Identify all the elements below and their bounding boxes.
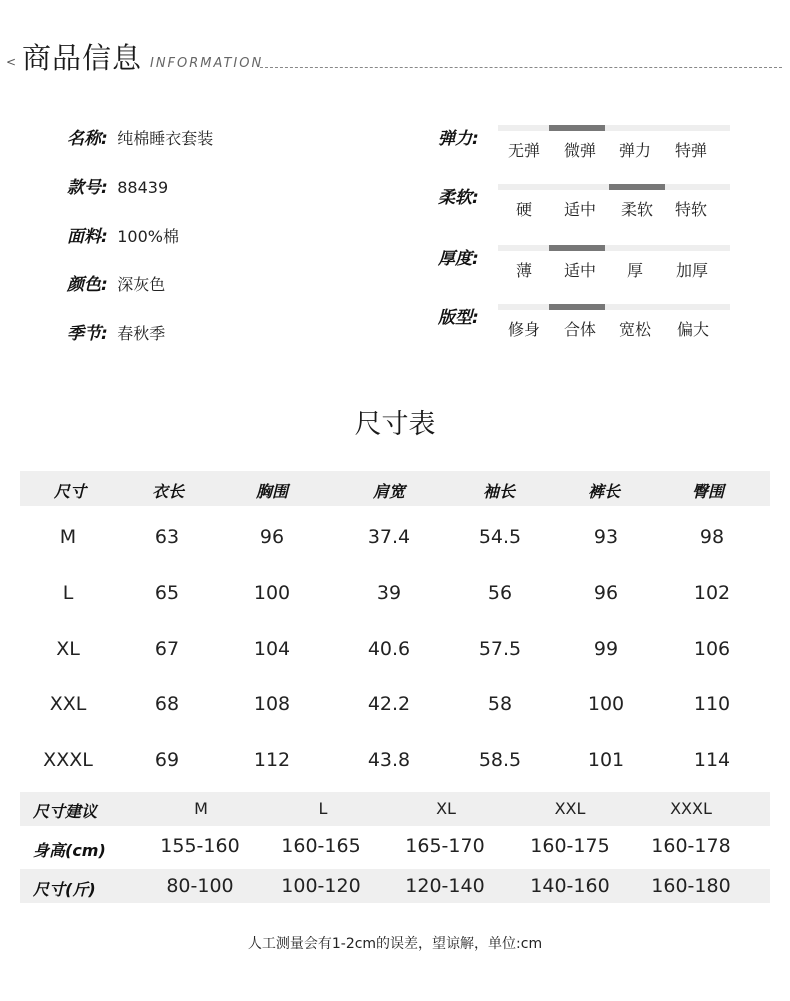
table-cell: 99	[593, 638, 619, 660]
table-cell: 58	[487, 693, 513, 715]
table-cell: 110	[693, 693, 731, 715]
scale-highlight	[609, 184, 665, 190]
scale-option: 合体	[563, 320, 596, 339]
table-cell: M	[59, 526, 77, 548]
info-colon: :	[101, 324, 108, 344]
info-season	[67, 319, 165, 344]
col-header: 臀围	[691, 482, 724, 501]
table-cell: 102	[693, 582, 731, 604]
info-colon: :	[101, 178, 108, 198]
table-cell: 37.4	[367, 526, 411, 548]
info-colon: :	[101, 129, 108, 149]
table-cell: 96	[259, 526, 285, 548]
info-label: 面料	[67, 227, 101, 247]
table-cell: 43.8	[367, 749, 411, 771]
scale-highlight	[549, 304, 605, 310]
header-divider	[260, 67, 782, 68]
section-subtitle: INFORMATION	[150, 56, 264, 71]
info-style-number	[67, 173, 168, 198]
info-colon: :	[101, 275, 108, 295]
table-cell: 54.5	[478, 526, 522, 548]
scale-highlight	[549, 245, 605, 251]
table-cell: 65	[154, 582, 180, 604]
scale-option: 偏大	[676, 320, 709, 339]
table-cell: 56	[487, 582, 513, 604]
info-value: 春秋季	[117, 324, 166, 343]
scale-label-softness: 柔软:	[438, 188, 479, 208]
recommendation-row-label: 身高(cm)	[33, 841, 106, 860]
recommendation-size: XXXL	[670, 799, 712, 818]
table-cell: 68	[154, 693, 180, 715]
table-cell: 114	[693, 749, 731, 771]
scale-label-elasticity: 弹力:	[438, 129, 479, 149]
info-value: 88439	[117, 178, 169, 197]
table-cell: 57.5	[478, 638, 522, 660]
table-cell: 98	[699, 526, 725, 548]
recommendation-size: XXL	[554, 799, 586, 818]
table-cell: 58.5	[478, 749, 522, 771]
table-cell: 112	[253, 749, 291, 771]
info-value: 100%棉	[117, 227, 179, 246]
recommendation-size: M	[194, 799, 208, 818]
table-cell: 101	[587, 749, 625, 771]
table-cell: 96	[593, 582, 619, 604]
scale-label-fit: 版型:	[438, 308, 479, 328]
table-cell: 93	[593, 526, 619, 548]
recommendation-title: 尺寸建议	[33, 802, 98, 821]
scale-option: 微弹	[563, 141, 596, 160]
info-fabric	[67, 222, 179, 247]
recommendation-cell: 160-165	[281, 835, 361, 857]
table-cell: 63	[154, 526, 180, 548]
table-cell: XL	[56, 638, 80, 660]
measurement-footnote: 人工测量会有1-2cm的误差，望谅解，单位:cm	[247, 936, 543, 952]
info-value: 纯棉睡衣套装	[117, 129, 214, 148]
table-cell: XXXL	[43, 749, 93, 771]
table-cell: 69	[154, 749, 180, 771]
col-header: 袖长	[482, 482, 515, 501]
info-name	[67, 124, 213, 149]
scale-option: 适中	[563, 261, 596, 280]
scale-option: 适中	[563, 200, 596, 219]
size-table-header	[20, 471, 770, 506]
col-header: 肩宽	[372, 482, 405, 501]
scale-label-thickness: 厚度:	[438, 249, 479, 269]
info-colon: :	[101, 227, 108, 247]
recommendation-row-label: 尺寸(斤)	[33, 880, 96, 899]
table-cell: 67	[154, 638, 180, 660]
table-cell: 108	[253, 693, 291, 715]
col-header: 胸围	[255, 482, 288, 501]
col-header: 裤长	[587, 482, 620, 501]
scale-highlight	[549, 125, 605, 131]
col-header: 尺寸	[53, 482, 86, 501]
scale-option: 特弹	[674, 141, 707, 160]
recommendation-cell: 120-140	[405, 875, 485, 897]
recommendation-cell: 80-100	[166, 875, 234, 897]
scale-option: 特软	[674, 200, 707, 219]
recommendation-cell: 165-170	[405, 835, 485, 857]
recommendation-cell: 160-175	[530, 835, 610, 857]
scale-bar-thickness	[498, 245, 730, 251]
scale-option: 宽松	[618, 320, 651, 339]
table-cell: 100	[253, 582, 291, 604]
scale-option: 加厚	[675, 261, 708, 280]
recommendation-size: L	[318, 799, 328, 818]
table-cell: 42.2	[367, 693, 411, 715]
table-cell: 104	[253, 638, 291, 660]
recommendation-size: XL	[436, 799, 456, 818]
recommendation-cell: 155-160	[160, 835, 240, 857]
scale-option: 硬	[515, 200, 532, 219]
table-cell: L	[62, 582, 74, 604]
info-color	[67, 270, 165, 295]
scale-option: 柔软	[620, 200, 653, 219]
scale-option: 弹力	[618, 141, 651, 160]
recommendation-cell: 100-120	[281, 875, 361, 897]
back-arrow-icon: <	[6, 55, 17, 69]
scale-option: 修身	[507, 320, 540, 339]
recommendation-cell: 160-180	[651, 875, 731, 897]
info-value: 深灰色	[117, 275, 166, 294]
table-cell: 106	[693, 638, 731, 660]
table-cell: 39	[376, 582, 402, 604]
scale-bar-softness	[498, 184, 730, 190]
recommendation-cell: 140-160	[530, 875, 610, 897]
scale-bar-fit	[498, 304, 730, 310]
recommendation-cell: 160-178	[651, 835, 731, 857]
scale-option: 厚	[626, 261, 643, 280]
info-label: 颜色	[67, 275, 101, 295]
info-label: 款号	[67, 178, 101, 198]
table-cell: XXL	[49, 693, 87, 715]
size-table-title: 尺寸表	[354, 409, 436, 440]
info-label: 名称	[67, 129, 101, 149]
table-cell: 100	[587, 693, 625, 715]
scale-bar-elasticity	[498, 125, 730, 131]
info-label: 季节	[67, 324, 101, 344]
col-header: 衣长	[151, 482, 184, 501]
scale-option: 无弹	[507, 141, 540, 160]
table-cell: 40.6	[367, 638, 411, 660]
scale-option: 薄	[515, 261, 532, 280]
section-title: 商品信息	[22, 41, 143, 75]
